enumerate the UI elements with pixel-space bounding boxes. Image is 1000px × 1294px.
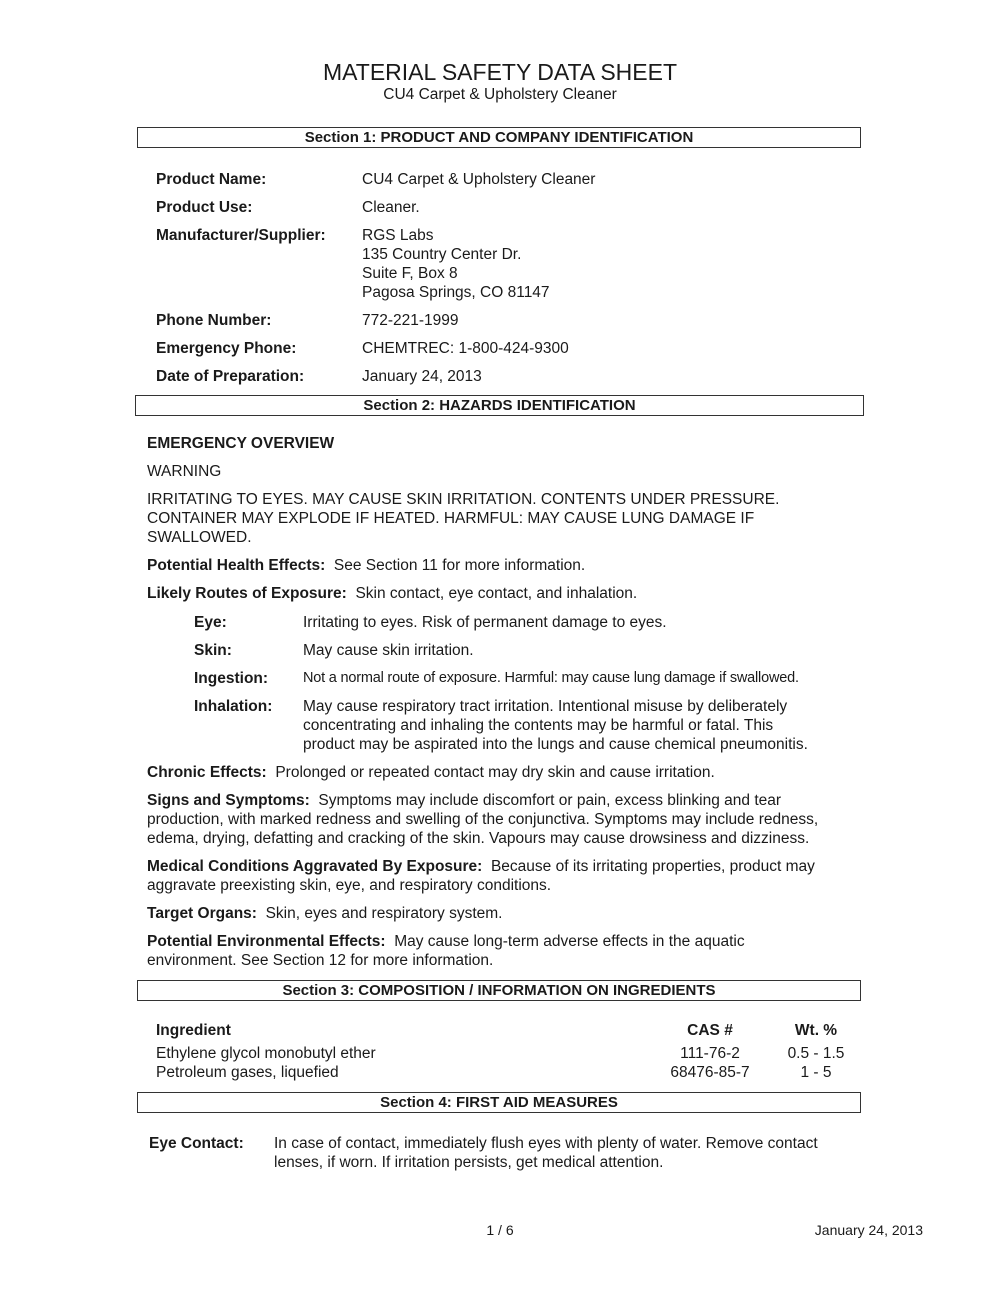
document-subtitle: CU4 Carpet & Upholstery Cleaner: [383, 86, 617, 103]
ingestion-text: Not a normal route of exposure. Harmful: may cause lung damage if swallowed.: [303, 670, 799, 686]
section-1-heading: Section 1: PRODUCT AND COMPANY IDENTIFICATION: [137, 127, 861, 148]
section-3-heading: Section 3: COMPOSITION / INFORMATION ON INGREDIENTS: [137, 980, 861, 1001]
signs-symptoms: [147, 791, 867, 848]
col-wt-header: Wt. %: [794, 1022, 838, 1039]
document-title: MATERIAL SAFETY DATA SHEET: [322, 59, 678, 85]
address-line: 135 Country Center Dr.: [362, 246, 522, 263]
inhalation-line: concentrating and inhaling the contents may be harmful or fatal. This: [303, 717, 774, 734]
table-row-2-ingredient: Petroleum gases, liquefied: [156, 1064, 339, 1081]
eye-contact-text: [274, 1134, 818, 1172]
overview-line: SWALLOWED.: [147, 529, 252, 546]
section-4-heading: Section 4: FIRST AID MEASURES: [137, 1092, 861, 1113]
phone-value: 772-221-1999: [362, 312, 459, 329]
eye-contact-line: lenses, if worn. If irritation persists, get medical attention.: [274, 1154, 664, 1171]
product-name-value: CU4 Carpet & Upholstery Cleaner: [362, 171, 596, 188]
skin-label: Skin:: [194, 642, 232, 659]
organs-label: Target Organs:: [147, 905, 257, 922]
product-use-value: Cleaner.: [362, 199, 420, 216]
address-line: Pagosa Springs, CO 81147: [362, 284, 550, 301]
organs-text: Skin, eyes and respiratory system.: [265, 905, 503, 922]
emergency-phone-value: CHEMTREC: 1-800-424-9300: [362, 340, 569, 357]
table-row-2-wt: 1 - 5: [800, 1064, 832, 1081]
chronic-label: Chronic Effects:: [147, 764, 267, 781]
env-text: May cause long-term adverse effects in the aquatic: [394, 933, 745, 950]
product-name-label: Product Name:: [156, 171, 267, 188]
address-line: RGS Labs: [362, 227, 434, 244]
emergency-overview-title: EMERGENCY OVERVIEW: [147, 435, 335, 452]
table-row-1-wt: 0.5 - 1.5: [787, 1045, 845, 1062]
chronic-effects: [147, 763, 867, 782]
environmental-effects: [147, 932, 867, 970]
eye-text: Irritating to eyes. Risk of permanent damage to eyes.: [303, 614, 667, 631]
table-row-1-ingredient: Ethylene glycol monobutyl ether: [156, 1045, 376, 1062]
table-row-1-cas: 111-76-2: [680, 1045, 740, 1062]
product-use-label: Product Use:: [156, 199, 253, 216]
signs-label: Signs and Symptoms:: [147, 792, 310, 809]
health-effects-label: Potential Health Effects:: [147, 557, 326, 574]
inhalation-line: May cause respiratory tract irritation. Intentional misuse by deliberately: [303, 698, 788, 715]
manufacturer-label: Manufacturer/Supplier:: [156, 227, 326, 244]
env-line: environment. See Section 12 for more information.: [147, 952, 494, 969]
page-number: 1 / 6: [486, 1222, 514, 1238]
overview-line: CONTAINER MAY EXPLODE IF HEATED. HARMFUL: MAY CAUSE LUNG DAMAGE IF: [147, 510, 755, 527]
skin-text: May cause skin irritation.: [303, 642, 474, 659]
col-cas-header: CAS #: [687, 1022, 733, 1039]
signs-text: Symptoms may include discomfort or pain, excess blinking and tear: [318, 792, 782, 809]
signs-line: edema, drying, defatting and cracking of the skin. Vapours may cause drowsiness and dizziness.: [147, 830, 810, 847]
eye-contact-label: Eye Contact:: [149, 1135, 244, 1152]
inhalation-text: [303, 697, 808, 754]
target-organs: [147, 904, 867, 923]
routes-of-exposure: [147, 584, 867, 603]
eye-label: Eye:: [194, 614, 227, 631]
overview-line: IRRITATING TO EYES. MAY CAUSE SKIN IRRITATION. CONTENTS UNDER PRESSURE.: [147, 491, 780, 508]
overview-statement: [147, 490, 867, 547]
medical-text: Because of its irritating properties, product may: [490, 858, 815, 875]
medical-label: Medical Conditions Aggravated By Exposure:: [147, 858, 483, 875]
medical-line: aggravate preexisting skin, eye, and respiratory conditions.: [147, 877, 552, 894]
col-ingredient-header: Ingredient: [156, 1022, 231, 1039]
env-label: Potential Environmental Effects:: [147, 933, 386, 950]
signs-line: production, with marked redness and swelling of the conjunctiva. Symptoms may include redness,: [147, 811, 819, 828]
manufacturer-address: [362, 226, 550, 302]
eye-contact-line: In case of contact, immediately flush eyes with plenty of water. Remove contact: [274, 1135, 818, 1152]
inhalation-label: Inhalation:: [194, 698, 273, 715]
date-prep-label: Date of Preparation:: [156, 368, 305, 385]
routes-text: Skin contact, eye contact, and inhalation.: [355, 585, 638, 602]
health-effects: [147, 556, 867, 575]
health-effects-text: See Section 11 for more information.: [333, 557, 586, 574]
section-2-heading: Section 2: HAZARDS IDENTIFICATION: [135, 395, 864, 416]
phone-label: Phone Number:: [156, 312, 272, 329]
date-prep-value: January 24, 2013: [362, 368, 482, 385]
footer-date: January 24, 2013: [814, 1222, 923, 1238]
ingestion-label: Ingestion:: [194, 670, 269, 687]
chronic-text: Prolonged or repeated contact may dry skin and cause irritation.: [275, 764, 715, 781]
table-row-2-cas: 68476-85-7: [670, 1064, 750, 1081]
routes-label: Likely Routes of Exposure:: [147, 585, 347, 602]
emergency-phone-label: Emergency Phone:: [156, 340, 297, 357]
medical-conditions: [147, 857, 867, 895]
address-line: Suite F, Box 8: [362, 265, 458, 282]
signal-word: WARNING: [147, 463, 222, 480]
inhalation-line: product may be aspirated into the lungs and cause chemical pneumonitis.: [303, 736, 808, 753]
